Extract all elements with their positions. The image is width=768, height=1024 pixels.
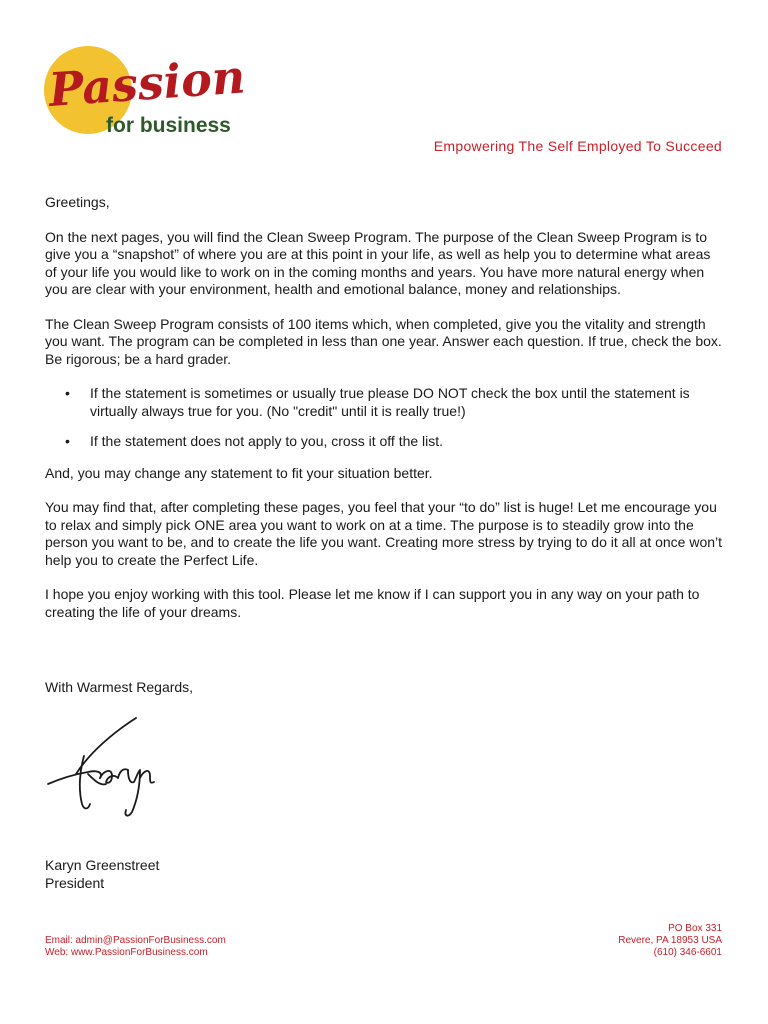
passion-logo-graphic (42, 44, 252, 144)
greeting: Greetings, (45, 194, 110, 210)
footer-city: Revere, PA 18953 USA (618, 935, 722, 946)
signature (44, 712, 164, 822)
signature-graphic (44, 712, 164, 822)
logo-subtitle: for business (106, 114, 231, 137)
support-paragraph: I hope you enjoy working with this tool. Please let me know if I can support you in any way on your path to creating the life of your dreams. (45, 586, 700, 620)
bullet-icon: • (65, 433, 70, 449)
footer-po-box: PO Box 331 (668, 923, 722, 934)
intro-paragraph: On the next pages, you will find the Clean Sweep Program. The purpose of the Clean Sweep Program is to give you a “snapshot” of where you are at this point in your life, as well as help you to determine what areas of your life you would like to work on in the coming months and years. You have more natural energy when you are clear with your environment, health and emotional balance, money and relationships. (45, 228, 711, 297)
encourage-paragraph: You may find that, after completing these pages, you feel that your “to do” list is huge! Let me encourage you to relax and simply pick ONE area you want to work on at a time. The purpose is to steadily grow into the person you want to be, and to create the life you want. Creating more stress by trying to do it all at once won’t help you to create the Perfect Life. (45, 499, 723, 568)
footer-phone: (610) 346-6601 (653, 947, 722, 958)
program-paragraph: The Clean Sweep Program consists of 100 items which, when completed, give you the vitality and strength you want. The program can be completed in less than one year. Answer each question. If true, check the box. Be rigorous; be a hard grader. (45, 315, 722, 367)
change-paragraph: And, you may change any statement to fit your situation better. (45, 464, 433, 481)
signer-block (45, 856, 159, 892)
letter-body (45, 194, 725, 638)
footer-email[interactable]: Email: admin@PassionForBusiness.com (45, 935, 226, 946)
instruction-list (45, 385, 725, 451)
list-item (65, 433, 725, 451)
list-item (65, 385, 725, 420)
closing: With Warmest Regards, (45, 679, 194, 695)
tagline: Empowering The Self Employed To Succeed (433, 138, 722, 154)
footer-address (618, 923, 722, 959)
footer-contact (45, 935, 226, 959)
list-item-text: If the statement is sometimes or usually true please DO NOT check the box until the statement is virtually always true for you. (No "credit" until it is really true!) (90, 385, 690, 419)
bullet-icon: • (65, 385, 70, 401)
signer-name: Karyn Greenstreet (45, 857, 160, 873)
list-item-text: If the statement does not apply to you, cross it off the list. (90, 433, 444, 449)
footer-web[interactable]: Web: www.PassionForBusiness.com (45, 947, 208, 958)
company-logo (42, 44, 252, 144)
logo-word: Passion (47, 49, 247, 117)
signer-title: President (45, 875, 105, 891)
